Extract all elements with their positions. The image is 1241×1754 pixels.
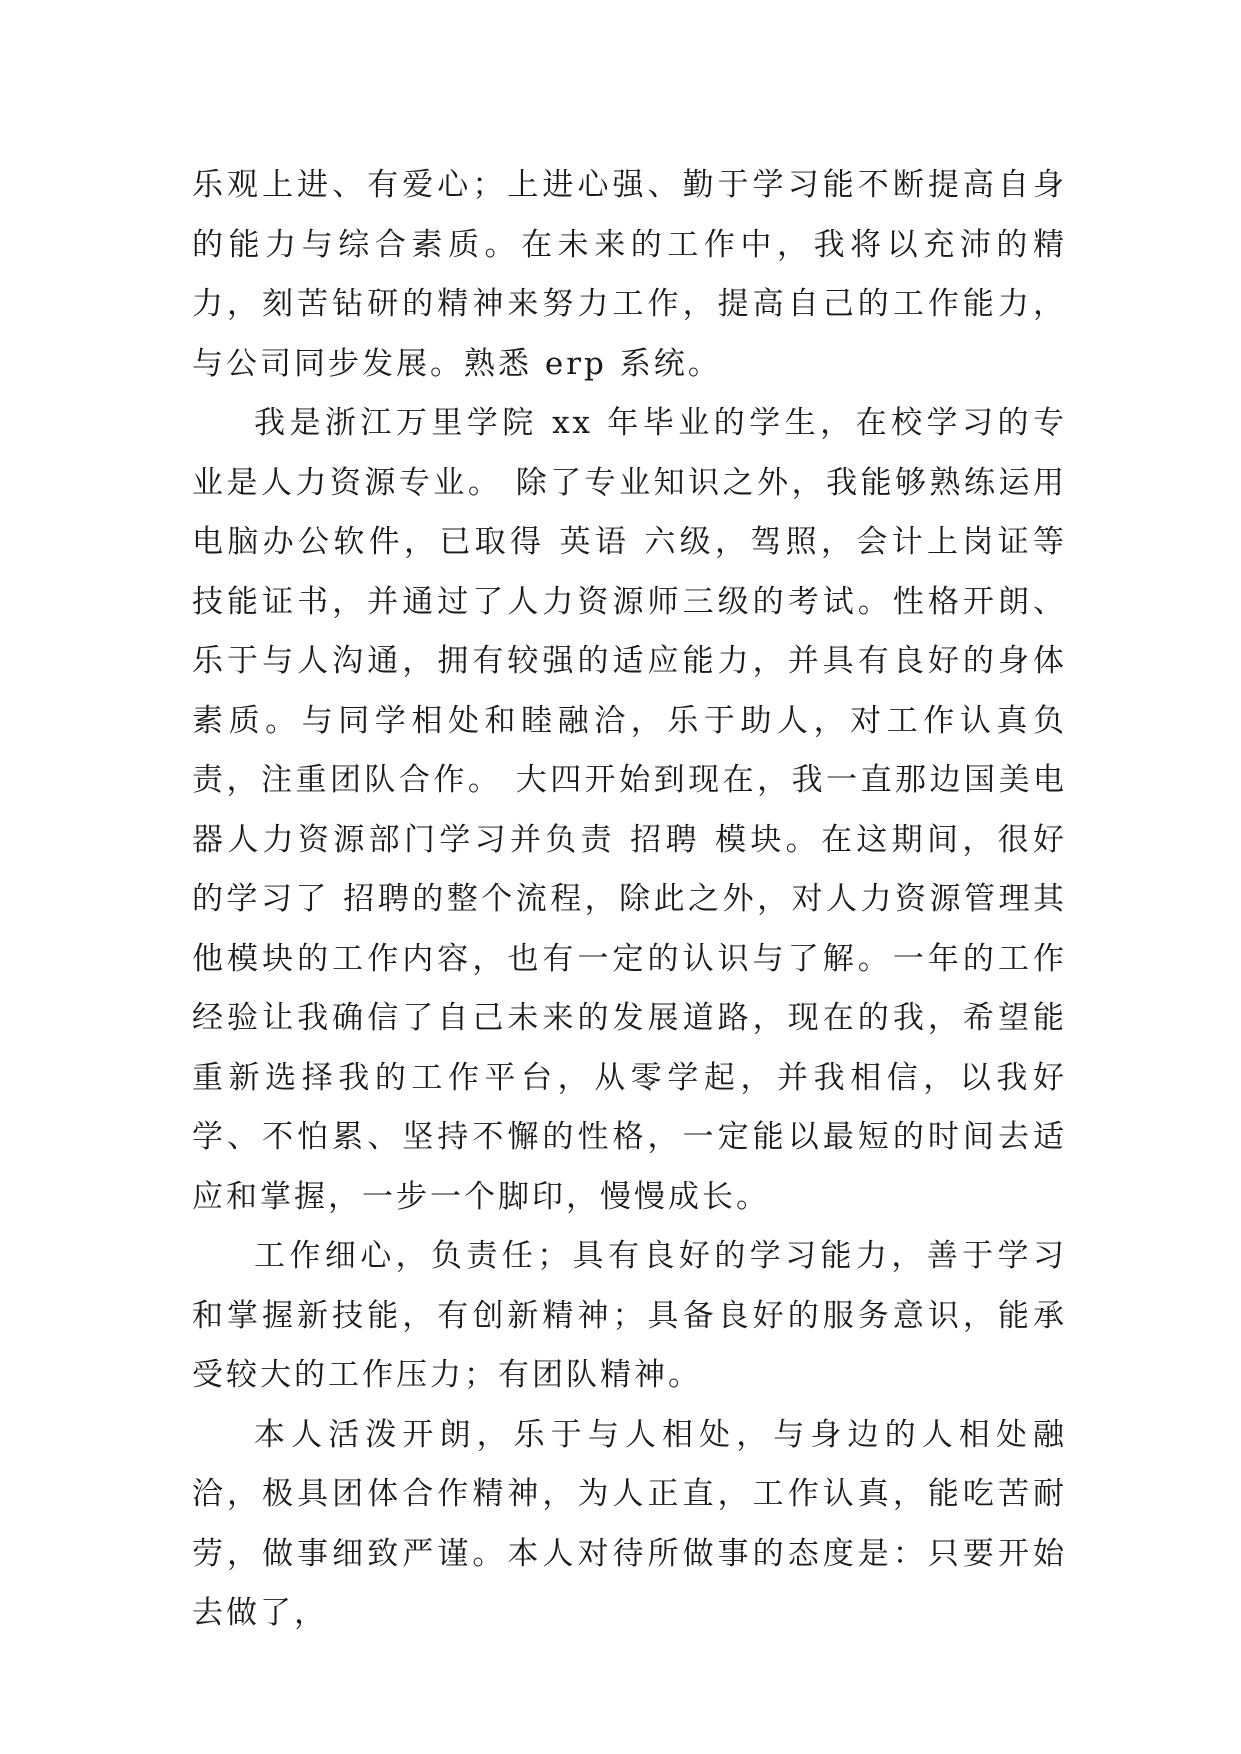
document-body [192, 156, 1067, 1644]
paragraph-3: 工作细心，负责任；具有良好的学习能力，善于学习和掌握新技能，有创新精神；具备良好的服务意识，能承受较大的工作压力；有团队精神。 [192, 1238, 1067, 1393]
paragraph-1: 乐观上进、有爱心；上进心强、勤于学习能不断提高自身的能力与综合素质。在未来的工作中，我将以充沛的精力，刻苦钻研的精神来努力工作，提高自己的工作能力，与公司同步发展。熟悉 erp 系统。 [192, 167, 1067, 382]
paragraph-4: 本人活泼开朗，乐于与人相处，与身边的人相处融洽，极具团体合作精神，为人正直，工作认真，能吃苦耐劳，做事细致严谨。本人对待所做事的态度是：只要开始去做了， [192, 1416, 1067, 1631]
paragraph-2: 我是浙江万里学院 xx 年毕业的学生，在校学习的专业是人力资源专业。 除了专业知识之外，我能够熟练运用电脑办公软件，已取得 英语 六级，驾照，会计上岗证等技能证书，并通过了人力资源师三级的考试。性格开朗、乐于与人沟通，拥有较强的适应能力，并具有良好的身体素质。与同学相处和睦融洽，乐于助人，对工作认真负责，注重团队合作。 大四开始到现在，我一直那边国美电器人力资源部门学习并负责 招聘 模块。在这期间，很好的学习了 招聘的整个流程，除此之外，对人力资源管理其他模块的工作内容，也有一定的认识与了解。一年的工作经验让我确信了自己未来的发展道路，现在的我，希望能重新选择我的工作平台，从零学起，并我相信，以我好学、不怕累、坚持不懈的性格，一定能以最短的时间去适应和掌握，一步一个脚印，慢慢成长。 [192, 405, 1067, 1215]
